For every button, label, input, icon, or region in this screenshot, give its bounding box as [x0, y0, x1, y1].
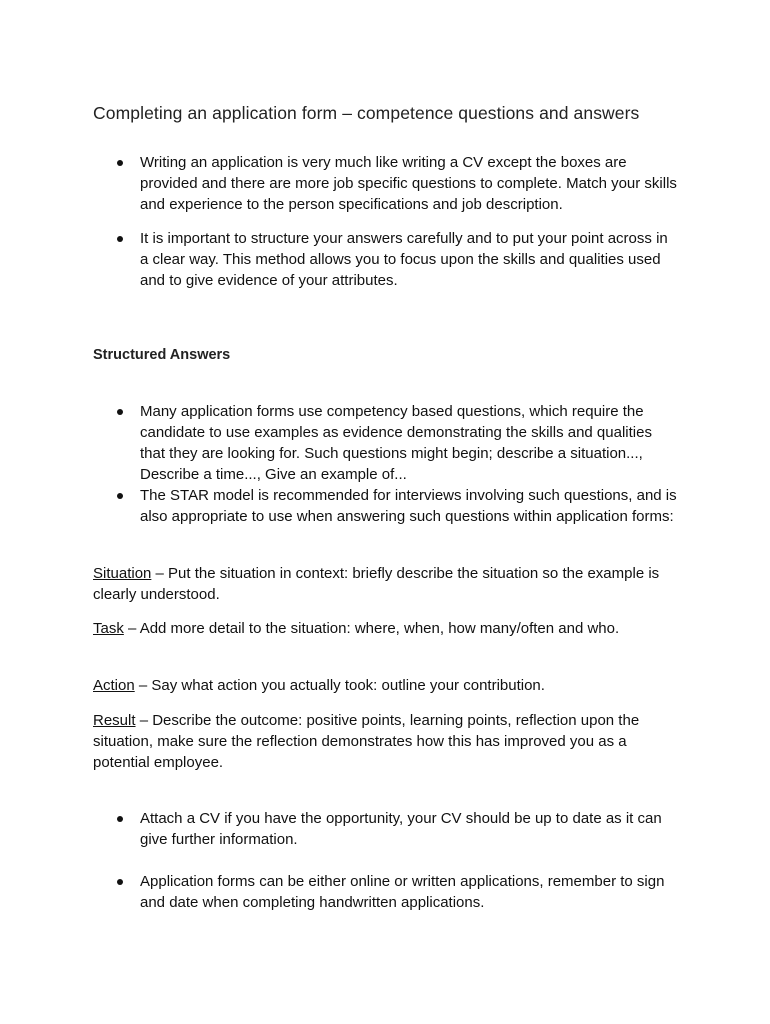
bullet-text: Writing an application is very much like writing a CV except the boxes are provided and there are more job specific questions to complete. Match your skills and experience to the person specifications and job description.: [140, 154, 677, 213]
bullet-text: It is important to structure your answers carefully and to put your point across in a clear way. This method allows you to focus upon the skills and qualities used and to give evidence of your attributes.: [140, 230, 668, 289]
bullet-icon: [117, 409, 123, 415]
list-item: [0, 228, 680, 291]
list-item: [0, 485, 680, 527]
star-description: – Add more detail to the situation: where, when, how many/often and who.: [123, 620, 620, 637]
page-title: Completing an application form – competence questions and answers: [93, 103, 640, 123]
star-description: – Say what action you actually took: outline your contribution.: [134, 677, 545, 694]
bullet-text: Application forms can be either online or written applications, remember to sign and date when completing handwritten applications.: [140, 873, 665, 911]
star-description: – Describe the outcome: positive points, learning points, reflection upon the situation, make sure the reflection demonstrates how this has improved you as a potential employee.: [93, 712, 640, 771]
bullet-icon: [117, 236, 123, 242]
star-action: [93, 675, 683, 696]
star-task: [93, 618, 683, 639]
star-result: [93, 710, 683, 773]
list-item: [0, 871, 680, 913]
star-term: Action: [93, 677, 135, 694]
bullet-icon: [117, 879, 123, 885]
bullet-text: Many application forms use competency based questions, which require the candidate to use examples as evidence demonstrating the skills and qualities that they are looking for. Such questions might begin; describe a situation..., Describe a time..., Give an example of...: [140, 403, 652, 483]
list-item: [0, 808, 680, 850]
bullet-text: Attach a CV if you have the opportunity, your CV should be up to date as it can give further information.: [140, 810, 662, 848]
bullet-icon: [117, 816, 123, 822]
star-term: Situation: [93, 565, 152, 582]
structured-bullet-list: [0, 401, 770, 527]
star-term: Task: [93, 620, 124, 637]
star-term: Result: [93, 712, 136, 729]
star-description: – Put the situation in context: briefly describe the situation so the example is clearly understood.: [93, 565, 660, 603]
closing-bullet-list: [0, 808, 770, 913]
intro-bullet-list: [0, 152, 770, 291]
list-item: [0, 152, 680, 215]
star-situation: [93, 563, 683, 605]
bullet-text: The STAR model is recommended for interviews involving such questions, and is also appropriate to use when answering such questions within application forms:: [140, 487, 677, 525]
list-item: [0, 401, 680, 485]
bullet-icon: [117, 493, 123, 499]
bullet-icon: [117, 160, 123, 166]
section-heading: Structured Answers: [93, 347, 231, 363]
